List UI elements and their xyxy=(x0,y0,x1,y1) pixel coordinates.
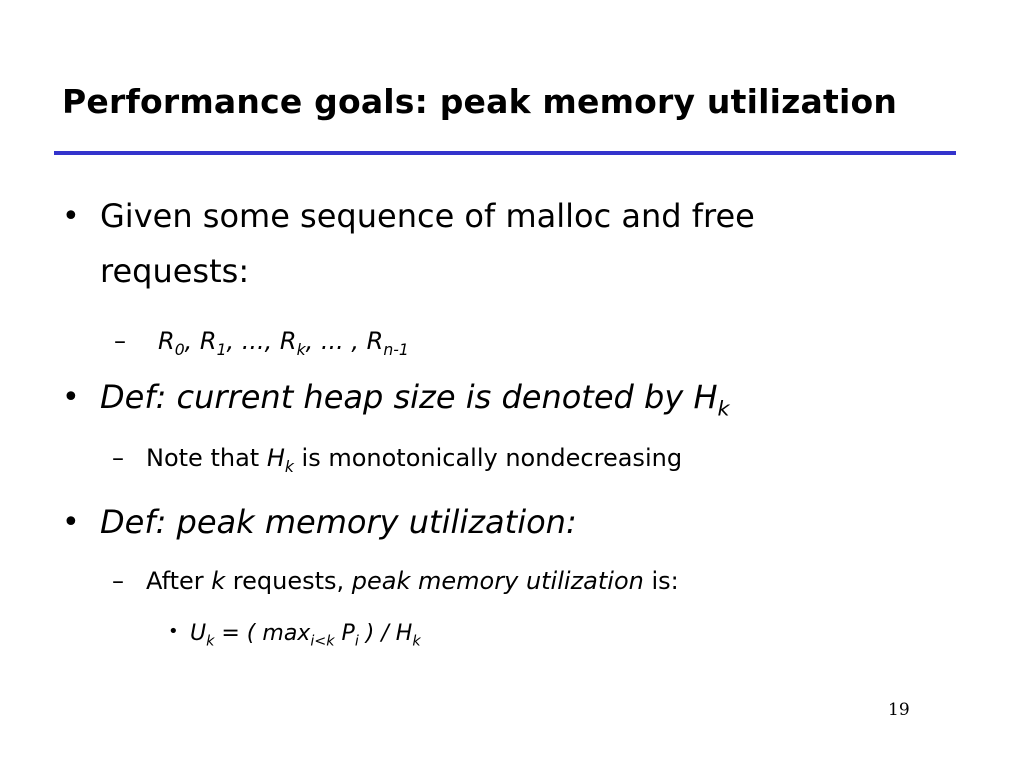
rk-sub: k xyxy=(296,340,306,359)
dash-glyph: – xyxy=(112,444,124,472)
r1-sub: 1 xyxy=(216,340,227,359)
rn: R xyxy=(366,327,384,355)
after-pre: After xyxy=(146,567,212,595)
rn-sub: n-1 xyxy=(383,340,409,359)
bullet-1-sub xyxy=(114,327,409,359)
after-post: is: xyxy=(643,567,679,595)
formula-u: U xyxy=(190,621,207,646)
after-k: k xyxy=(211,567,226,595)
title-underline xyxy=(54,151,956,155)
r1: R xyxy=(199,327,217,355)
bullet-glyph: • xyxy=(62,380,80,415)
bullet-2-sub: k xyxy=(717,396,730,421)
bullet-2-child xyxy=(112,444,683,476)
bullet-glyph: • xyxy=(62,199,80,234)
sep: , xyxy=(184,327,200,355)
note-post: is monotonically nondecreasing xyxy=(293,444,683,472)
bullet-2 xyxy=(62,370,730,425)
bullet-1 xyxy=(62,189,860,299)
note-h-sub: k xyxy=(284,457,294,476)
formula-p-sub: i xyxy=(354,633,359,650)
page-number: 19 xyxy=(888,700,910,720)
after-em: peak memory utilization xyxy=(351,567,644,595)
note-pre: Note that xyxy=(146,444,267,472)
formula-eq: = ( max xyxy=(214,621,311,646)
formula-h-sub: k xyxy=(412,633,421,650)
note-h: H xyxy=(266,444,285,472)
bullet-glyph: • xyxy=(62,505,80,540)
r0-sub: 0 xyxy=(174,340,185,359)
bullet-3-text: Def: peak memory utilization: xyxy=(100,503,577,541)
bullet-3 xyxy=(62,495,577,550)
formula xyxy=(168,621,421,650)
r0: R xyxy=(158,327,175,355)
after-mid: requests, xyxy=(225,567,352,595)
bullet-1-text: Given some sequence of malloc and free requests: xyxy=(100,197,755,290)
sep: , ... , xyxy=(305,327,367,355)
dash-glyph: – xyxy=(114,327,126,355)
formula-u-sub: k xyxy=(206,633,215,650)
bullet-3-child xyxy=(112,567,679,595)
slide-title: Performance goals: peak memory utilization xyxy=(62,82,898,121)
bullet-2-text: Def: current heap size is denoted by H xyxy=(100,378,718,416)
formula-max-sub: i<k xyxy=(310,633,335,650)
sep: , ..., xyxy=(226,327,280,355)
dash-glyph: – xyxy=(112,567,124,595)
bullet-glyph: • xyxy=(168,621,179,642)
formula-p: P xyxy=(334,621,355,646)
formula-close: ) / H xyxy=(358,621,413,646)
rk: R xyxy=(279,327,297,355)
